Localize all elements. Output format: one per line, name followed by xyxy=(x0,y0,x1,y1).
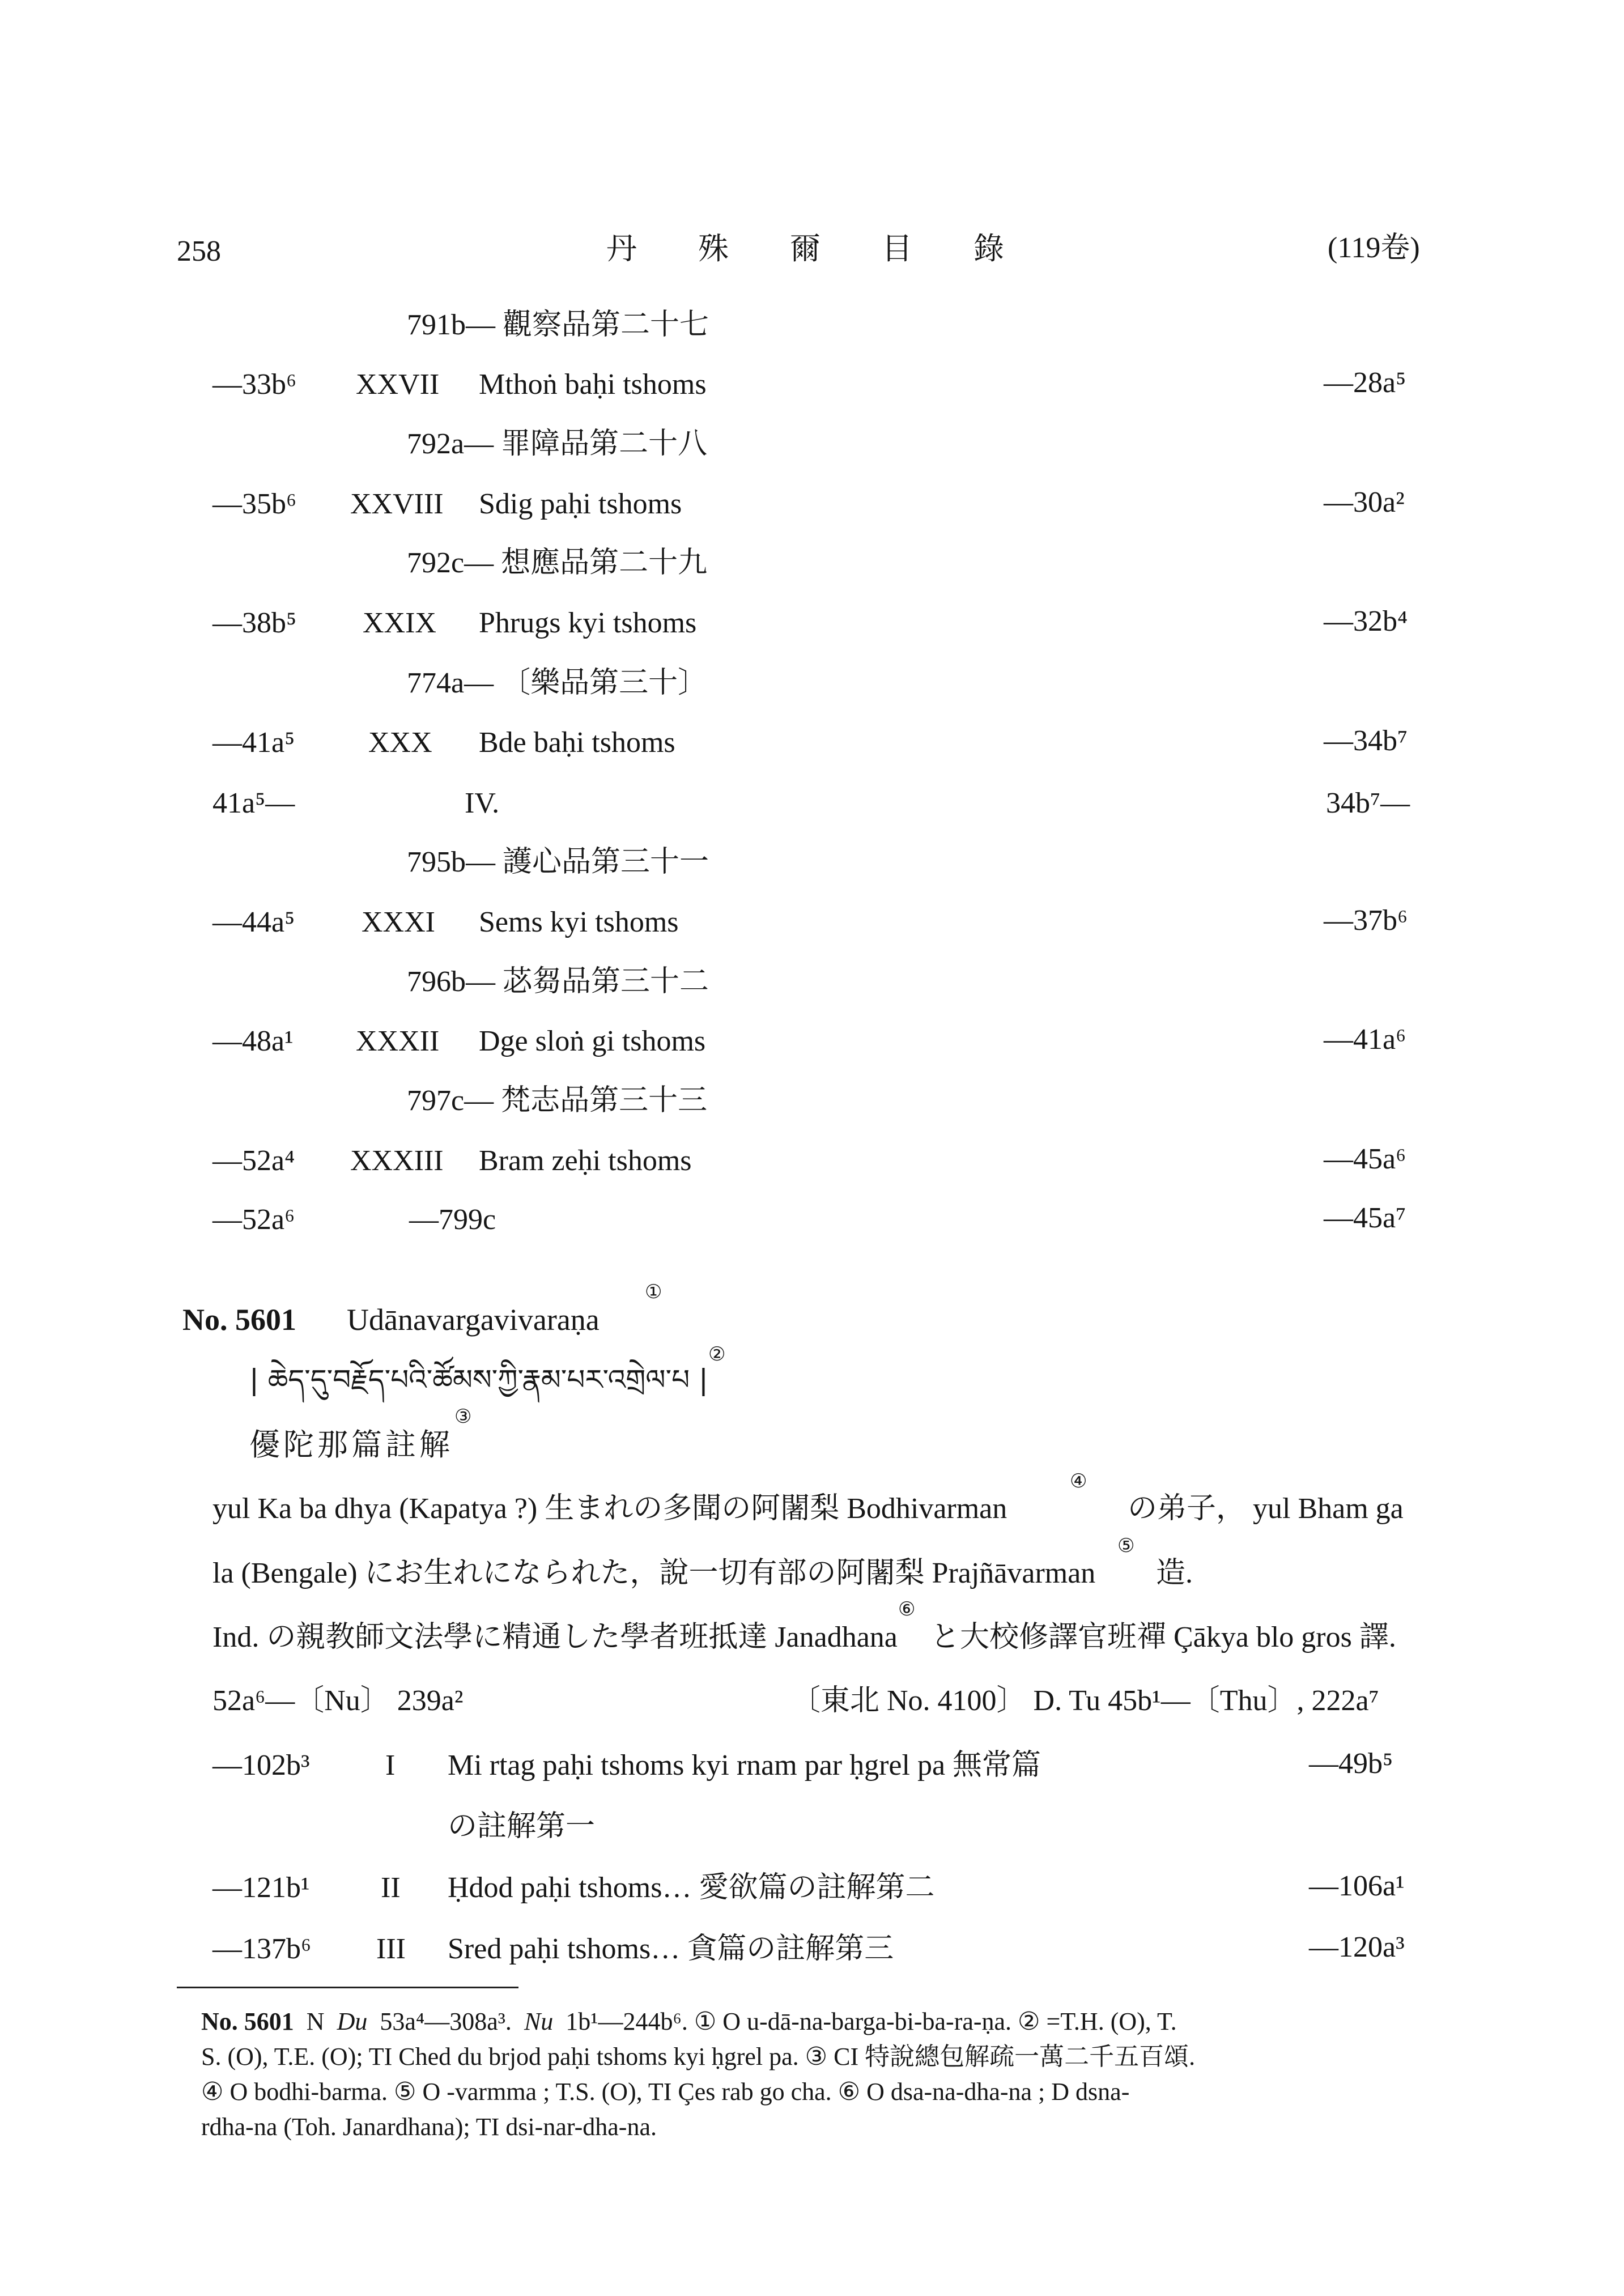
chinese-title: 優陀那篇註解 xyxy=(249,1428,453,1462)
footnote-text: Nu xyxy=(524,2008,554,2035)
ref-line: 796b— 苾芻品第三十二 xyxy=(407,966,709,998)
chapter-numeral: XXXIII xyxy=(350,1145,444,1177)
right-folio: —34b⁷ xyxy=(1324,725,1408,757)
volume-label: (119卷) xyxy=(1328,232,1420,264)
page-title: 丹 殊 爾 目 錄 xyxy=(606,232,1004,266)
footnote-label: No. 5601 xyxy=(201,2008,294,2035)
left-folio: —52a⁶ xyxy=(212,1204,295,1236)
right-folio: —120a³ xyxy=(1309,1931,1405,1963)
entry-number: No. 5601 xyxy=(182,1303,296,1337)
left-folio: —48a¹ xyxy=(212,1025,294,1057)
right-folio: —32b⁴ xyxy=(1324,605,1408,637)
tibetan-title: | ཆེད་དུ་བརྗོད་པའི་ཚོམས་ཀྱི་རྣམ་པར་འགྲེལ་པ | xyxy=(249,1363,708,1396)
right-folio: —106a¹ xyxy=(1309,1870,1405,1902)
left-folio: —41a⁵ xyxy=(212,726,295,759)
note-mark: ⑤ xyxy=(1117,1536,1135,1557)
right-folio: —45a⁶ xyxy=(1324,1143,1406,1175)
chapter-numeral: XXX xyxy=(368,726,432,759)
footnote-line: ④ O bodhi-barma. ⑤ O -varmma ; T.S. (O), TI Çes rab go cha. ⑥ O dsa-na-dha-na ; D dsna- xyxy=(201,2078,1130,2106)
left-folio: —33b⁶ xyxy=(212,368,297,401)
chapter-title: Sdig paḥi tshoms xyxy=(479,488,682,520)
right-folio: —41a⁶ xyxy=(1324,1023,1406,1056)
ref-line: 792a— 罪障品第二十八 xyxy=(407,428,708,460)
end-ref: —799c xyxy=(409,1204,496,1236)
chapter-numeral: III xyxy=(376,1933,406,1965)
section-numeral: IV. xyxy=(465,787,500,819)
right-folio: 34b⁷— xyxy=(1326,787,1410,819)
left-folio: —35b⁶ xyxy=(212,488,297,520)
footnote-text: Du xyxy=(337,2008,368,2035)
note-mark: ⑥ xyxy=(898,1599,916,1620)
left-folio: —102b³ xyxy=(212,1749,310,1781)
chapter-title: Sred paḥi tshoms… 貪篇の註解第三 xyxy=(448,1933,894,1965)
ref-line: 795b— 護心品第三十一 xyxy=(407,846,709,878)
ref-line: 791b— 觀察品第二十七 xyxy=(407,309,709,341)
note-mark: ① xyxy=(645,1282,662,1303)
right-folio: —37b⁶ xyxy=(1324,904,1408,937)
chapter-title: Bram zeḥi tshoms xyxy=(479,1145,692,1177)
description-line: 造. xyxy=(1156,1557,1193,1589)
description-line: la (Bengale) にお生れになられた，說一切有部の阿闍梨 Prajñāvarman xyxy=(212,1557,1096,1589)
entry-title: Udānavargavivaraṇa xyxy=(347,1303,600,1337)
page-number: 258 xyxy=(177,235,221,267)
note-mark: ③ xyxy=(454,1406,472,1427)
ref-line: 792c— 想應品第二十九 xyxy=(407,547,708,579)
left-folio: —44a⁵ xyxy=(212,906,295,938)
note-mark: ② xyxy=(708,1344,726,1365)
chapter-numeral: II xyxy=(381,1872,401,1904)
left-folio: —38b⁵ xyxy=(212,607,297,639)
footnote-text: N xyxy=(306,2008,325,2035)
chapter-numeral: XXVII xyxy=(356,368,440,401)
chapter-numeral: XXXII xyxy=(356,1025,440,1057)
left-folio: —52a⁴ xyxy=(212,1145,295,1177)
ref-line: 797c— 梵志品第三十三 xyxy=(407,1085,708,1117)
description-line: yul Ka ba dhya (Kapatya ?) 生まれの多聞の阿闍梨 Bodhivarman xyxy=(212,1493,1007,1525)
chapter-title: Mthoṅ baḥi tshoms xyxy=(479,368,707,401)
chapter-numeral: XXVIII xyxy=(350,488,444,520)
chapter-numeral: XXXI xyxy=(362,906,435,938)
left-folio: —121b¹ xyxy=(212,1872,310,1904)
description-line: Ind. の親教師文法學に精通した學者班抵達 Janadhana xyxy=(212,1621,898,1653)
derge-reference: 〔東北 No. 4100〕 D. Tu 45b¹—〔Thu〕, 222a⁷ xyxy=(791,1685,1379,1717)
chapter-title: Mi rtag paḥi tshoms kyi rnam par ḥgrel pa 無常篇 xyxy=(448,1749,1041,1781)
left-folio: —137b⁶ xyxy=(212,1933,312,1965)
note-mark: ④ xyxy=(1070,1471,1087,1492)
right-folio: —49b⁵ xyxy=(1309,1747,1393,1780)
right-folio: —45a⁷ xyxy=(1324,1202,1406,1234)
ref-line: 774a— 〔樂品第三十〕 xyxy=(407,667,708,699)
chapter-title: Ḥdod paḥi tshoms… 愛欲篇の註解第二 xyxy=(448,1872,935,1904)
footnote-line: S. (O), T.E. (O); TI Ched du brjod paḥi tshoms kyi ḥgrel pa. ③ CI 特說總包解疏一萬二千五百頌. xyxy=(201,2043,1196,2070)
chapter-title: Phrugs kyi tshoms xyxy=(479,607,697,639)
footnote-line xyxy=(201,2009,1177,2034)
footnote-line: rdha-na (Toh. Janardhana); TI dsi-nar-dha-na. xyxy=(201,2113,657,2141)
footnote-text: 1b¹—244b⁶. ① O u-dā-na-barga-bi-ba-ra-ṇa. ② =T.H. (O), T. xyxy=(566,2008,1177,2035)
footnote-text: 53a⁴—308a³. xyxy=(380,2008,512,2035)
right-folio: —30a² xyxy=(1324,486,1405,518)
chapter-numeral: XXIX xyxy=(363,607,436,639)
chapter-title: Dge sloṅ gi tshoms xyxy=(479,1025,706,1057)
right-folio: —28a⁵ xyxy=(1324,367,1406,399)
description-line: と大校修譯官班禪 Çākya blo gros 譯. xyxy=(930,1621,1396,1653)
folio-reference: 52a⁶—〔Nu〕 239a² xyxy=(212,1685,464,1717)
chapter-numeral: I xyxy=(385,1749,396,1781)
footnote-divider xyxy=(177,1987,518,1988)
description-line: の弟子， yul Bham ga xyxy=(1128,1493,1404,1525)
chapter-title-continued: の註解第一 xyxy=(448,1810,596,1843)
chapter-title: Sems kyi tshoms xyxy=(479,906,679,938)
chapter-title: Bde baḥi tshoms xyxy=(479,726,675,759)
left-folio: 41a⁵— xyxy=(212,787,295,819)
